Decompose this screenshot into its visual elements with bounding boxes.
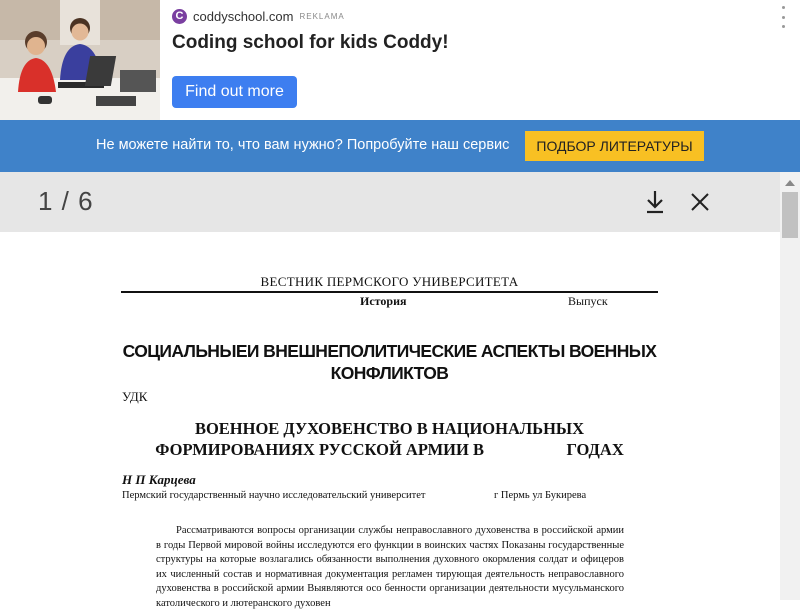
vertical-scrollbar[interactable] [780,172,800,600]
literature-selection-button[interactable]: ПОДБОР ЛИТЕРАТУРЫ [525,131,704,161]
close-icon[interactable] [689,188,711,216]
more-vertical-icon[interactable] [776,6,790,28]
journal-name: ВЕСТНИК ПЕРМСКОГО УНИВЕРСИТЕТА [260,274,519,289]
author-name: Н П Карцева [122,472,196,487]
coddy-logo-icon: C [172,9,187,24]
scrollbar-thumb[interactable] [782,192,798,238]
rubric: История [360,294,407,308]
ad-cta-button[interactable]: Find out more [172,76,297,108]
ad-domain[interactable]: coddyschool.com [193,8,294,24]
scroll-up-arrow-icon[interactable] [785,180,795,186]
ad-photo-illustration [0,0,160,120]
ad-photo[interactable] [0,0,160,120]
page-counter: 1 / 6 [38,186,94,216]
document-page [0,232,780,609]
section-title: СОЦИАЛЬНЫЕИ ВНЕШНЕПОЛИТИЧЕСКИЕ АСПЕКТЫ ВОЕННЫХ КОНФЛИКТОВ [122,341,657,383]
author-affiliation: Пермский государственный научно исследовательский университет [122,490,426,501]
header-divider [121,291,658,293]
ad-banner[interactable] [0,0,800,120]
abstract-text: Рассматриваются вопросы организации службы неправославного духовенства в российской армии в годы Первой мировой войны исследуются его функции в воинских частях Показаны государственные структуры на которые возлагались обязанности выполнения духовного окормления солдат и офицеров их численный состав и нормативная документация регламен тирующая деятельность неправославного духовенства в российской армии Выявляются осо бенности организации деятельности мусульманского католического и лютеранского духовен [156,525,624,609]
service-prompt-text: Не можете найти то, что вам нужно? Попробуйте наш сервис [96,137,510,153]
issue-label: Выпуск [568,294,608,308]
download-icon[interactable] [644,188,666,216]
ad-label: REKLAMA [299,11,345,21]
udk-label: УДК [122,389,148,404]
article-title: ВОЕННОЕ ДУХОВЕНСТВО В НАЦИОНАЛЬНЫХ ФОРМИРОВАНИЯХ РУССКОЙ АРМИИ В ГОДАХ [155,419,624,459]
ad-domain-row[interactable] [172,8,345,24]
author-address: г Пермь ул Букирева [494,490,587,501]
ad-headline[interactable]: Coding school for kids Coddy! [172,32,449,53]
